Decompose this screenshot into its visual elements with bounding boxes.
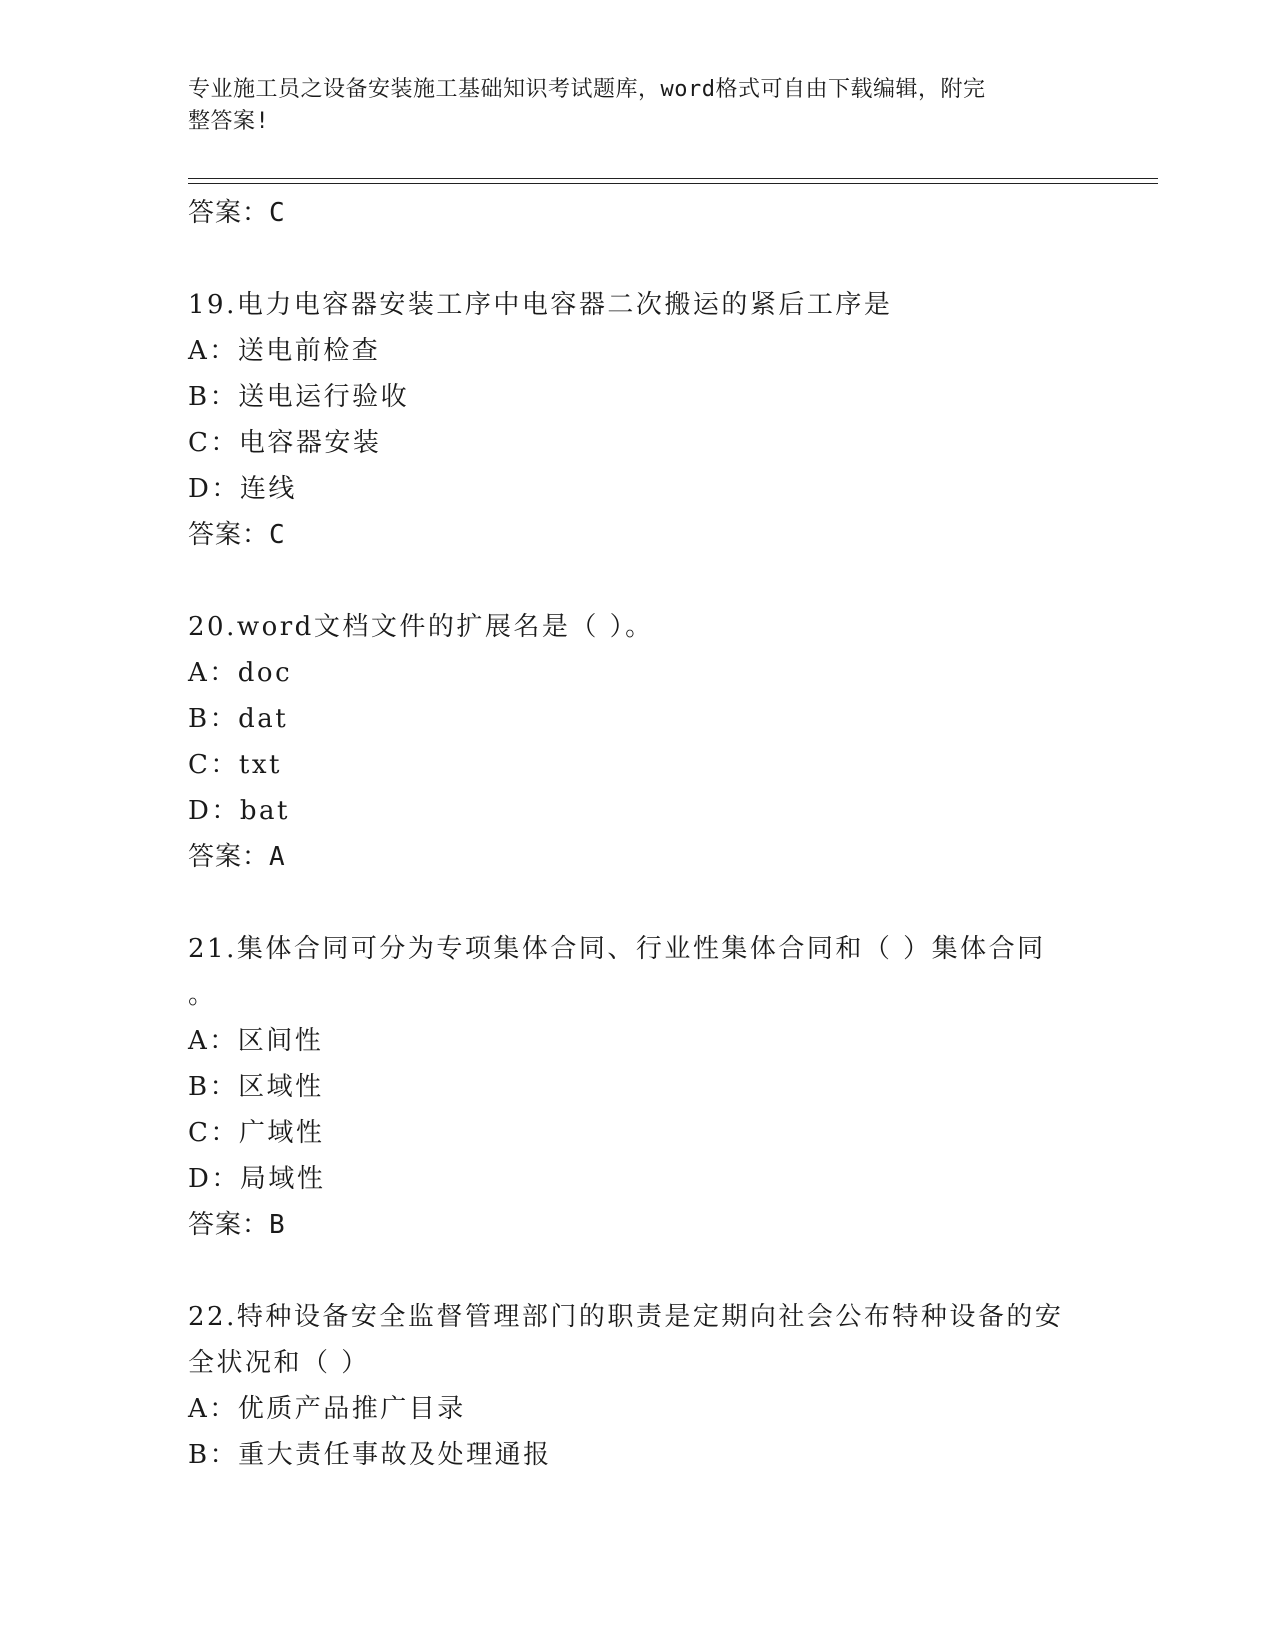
question-list xyxy=(188,190,1088,1478)
question-stem-line-1: 21.集体合同可分为专项集体合同、行业性集体合同和（ ）集体合同 xyxy=(188,934,1046,964)
header-divider-bottom xyxy=(188,183,1158,184)
option-b: B：区域性 xyxy=(188,1072,324,1102)
spacer xyxy=(188,1248,1088,1294)
answer-label: 答案：C xyxy=(188,198,286,228)
question-22 xyxy=(188,1294,1088,1478)
option-c: C：广域性 xyxy=(188,1118,325,1148)
question-20 xyxy=(188,604,1088,880)
question-21 xyxy=(188,926,1088,1248)
header-divider-top xyxy=(188,178,1158,179)
option-c: C：电容器安装 xyxy=(188,428,382,458)
question-19 xyxy=(188,282,1088,558)
question-stem: 20.word文档文件的扩展名是（ ）。 xyxy=(188,612,654,642)
option-a: A：doc xyxy=(188,658,293,688)
option-a: A：优质产品推广目录 xyxy=(188,1394,466,1424)
option-d: D：连线 xyxy=(188,474,297,504)
option-d: D：bat xyxy=(188,796,290,826)
option-a: A：送电前检查 xyxy=(188,336,381,366)
option-b: B：dat xyxy=(188,704,289,734)
spacer xyxy=(188,236,1088,282)
option-b: B：送电运行验收 xyxy=(188,382,410,412)
answer-label: 答案：C xyxy=(188,520,286,550)
question-stem: 19.电力电容器安装工序中电容器二次搬运的紧后工序是 xyxy=(188,290,893,320)
option-a: A：区间性 xyxy=(188,1026,324,1056)
spacer xyxy=(188,558,1088,604)
header-line-2: 整答案! xyxy=(188,109,270,134)
spacer xyxy=(188,880,1088,926)
answer-label: 答案：A xyxy=(188,842,286,872)
question-stem-line-1: 22.特种设备安全监督管理部门的职责是定期向社会公布特种设备的安 xyxy=(188,1302,1064,1332)
option-d: D：局域性 xyxy=(188,1164,326,1194)
question-stem-line-2: 。 xyxy=(188,980,217,1010)
option-b: B：重大责任事故及处理通报 xyxy=(188,1440,552,1470)
header-line-1: 专业施工员之设备安装施工基础知识考试题库，word格式可自由下载编辑，附完 xyxy=(188,77,986,102)
question-stem-line-2: 全状况和（ ） xyxy=(188,1348,370,1378)
option-c: C：txt xyxy=(188,750,282,780)
answer-label: 答案：B xyxy=(188,1210,286,1240)
page-header xyxy=(188,74,1068,138)
